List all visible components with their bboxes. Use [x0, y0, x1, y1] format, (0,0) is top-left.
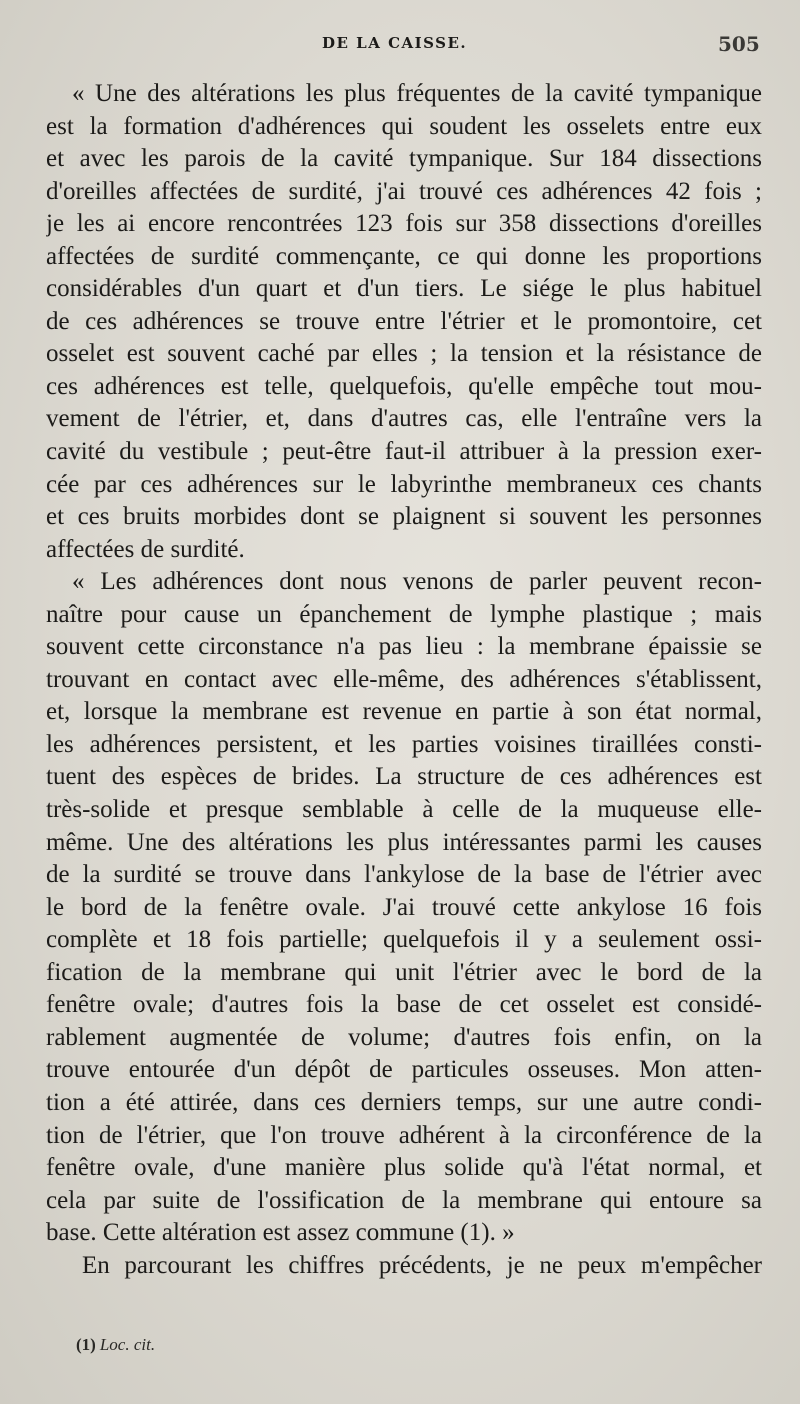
- text-line: et, lorsque la membrane est revenue en partie à son état normal,: [46, 698, 762, 726]
- text-line: cela par suite de l'ossification de la membrane qui entoure sa: [46, 1186, 762, 1214]
- text-line: et avec les parois de la cavité tympanique. Sur 184 dissections: [46, 145, 762, 173]
- text-line: affectées de surdité.: [46, 535, 245, 563]
- text-line: je les ai encore rencontrées 123 fois sur 358 dissections d'oreilles: [46, 210, 762, 238]
- text-line: vement de l'étrier, et, dans d'autres cas, elle l'entraîne vers la: [46, 405, 762, 433]
- text-line: d'oreilles affectées de surdité, j'ai trouvé ces adhérences 42 fois ;: [46, 177, 762, 205]
- text-line: trouve entourée d'un dépôt de particules osseuses. Mon atten-: [46, 1056, 762, 1084]
- text-line: « Une des altérations les plus fréquentes de la cavité tympanique: [72, 80, 762, 107]
- text-line: ces adhérences est telle, quelquefois, qu'elle empêche tout mou-: [46, 372, 762, 400]
- text-line: affectées de surdité commençante, ce qui donne les proportions: [46, 242, 762, 270]
- text-line: cée par ces adhérences sur le labyrinthe membraneux ces chants: [46, 470, 762, 498]
- running-head: [0, 34, 800, 58]
- text-line: et ces bruits morbides dont se plaignent si souvent les personnes: [46, 503, 762, 531]
- text-line: très-solide et presque semblable à celle de la muqueuse elle-: [46, 796, 762, 824]
- text-line: tuent des espèces de brides. La structure de ces adhérences est: [46, 763, 762, 791]
- text-line: fication de la membrane qui unit l'étrier avec le bord de la: [46, 958, 762, 986]
- text-line: naître pour cause un épanchement de lymphe plastique ; mais: [46, 600, 762, 628]
- text-line: même. Une des altérations les plus intéressantes parmi les causes: [46, 828, 762, 856]
- text-line: souvent cette circonstance n'a pas lieu : la membrane épaissie se: [46, 633, 762, 661]
- text-line: fenêtre ovale; d'autres fois la base de cet osselet est considé-: [46, 991, 762, 1019]
- text-line: En parcourant les chiffres précédents, je ne peux m'empêcher: [82, 1251, 762, 1279]
- text-line: les adhérences persistent, et les parties voisines tiraillées consti-: [46, 730, 762, 758]
- text-line: fenêtre ovale, d'une manière plus solide qu'à l'état normal, et: [46, 1154, 762, 1182]
- text-line: le bord de la fenêtre ovale. J'ai trouvé cette ankylose 16 fois: [46, 893, 762, 921]
- text-line: trouvant en contact avec elle-même, des adhérences s'établissent,: [46, 665, 762, 693]
- text-line: de la surdité se trouve dans l'ankylose de la base de l'étrier avec: [46, 861, 762, 889]
- running-title: DE LA CAISSE.: [322, 34, 468, 52]
- text-line: rablement augmentée de volume; d'autres fois enfin, on la: [46, 1023, 762, 1051]
- text-line: considérables d'un quart et d'un tiers. Le siége le plus habituel: [46, 275, 762, 303]
- footnote: [76, 1335, 155, 1355]
- text-line: tion a été attirée, dans ces derniers temps, sur une autre condi-: [46, 1088, 762, 1116]
- text-line: « Les adhérences dont nous venons de parler peuvent recon-: [72, 568, 762, 596]
- body-text: [46, 78, 762, 1282]
- text-line: cavité du vestibule ; peut-être faut-il attribuer à la pression exer-: [46, 438, 762, 466]
- text-line: tion de l'étrier, que l'on trouve adhérent à la circonférence de la: [46, 1121, 762, 1149]
- text-line: de ces adhérences se trouve entre l'étrier et le promontoire, cet: [46, 307, 762, 335]
- text-line: osselet est souvent caché par elles ; la tension et la résistance de: [46, 340, 762, 368]
- footnote-mark: (1): [76, 1335, 96, 1354]
- text-line: complète et 18 fois partielle; quelquefois il y a seulement ossi-: [46, 926, 762, 954]
- text-line: base. Cette altération est assez commune (1). »: [46, 1219, 515, 1247]
- page-number: 505: [718, 32, 760, 56]
- text-line: est la formation d'adhérences qui soudent les osselets entre eux: [46, 112, 762, 140]
- footnote-text: Loc. cit.: [99, 1335, 156, 1354]
